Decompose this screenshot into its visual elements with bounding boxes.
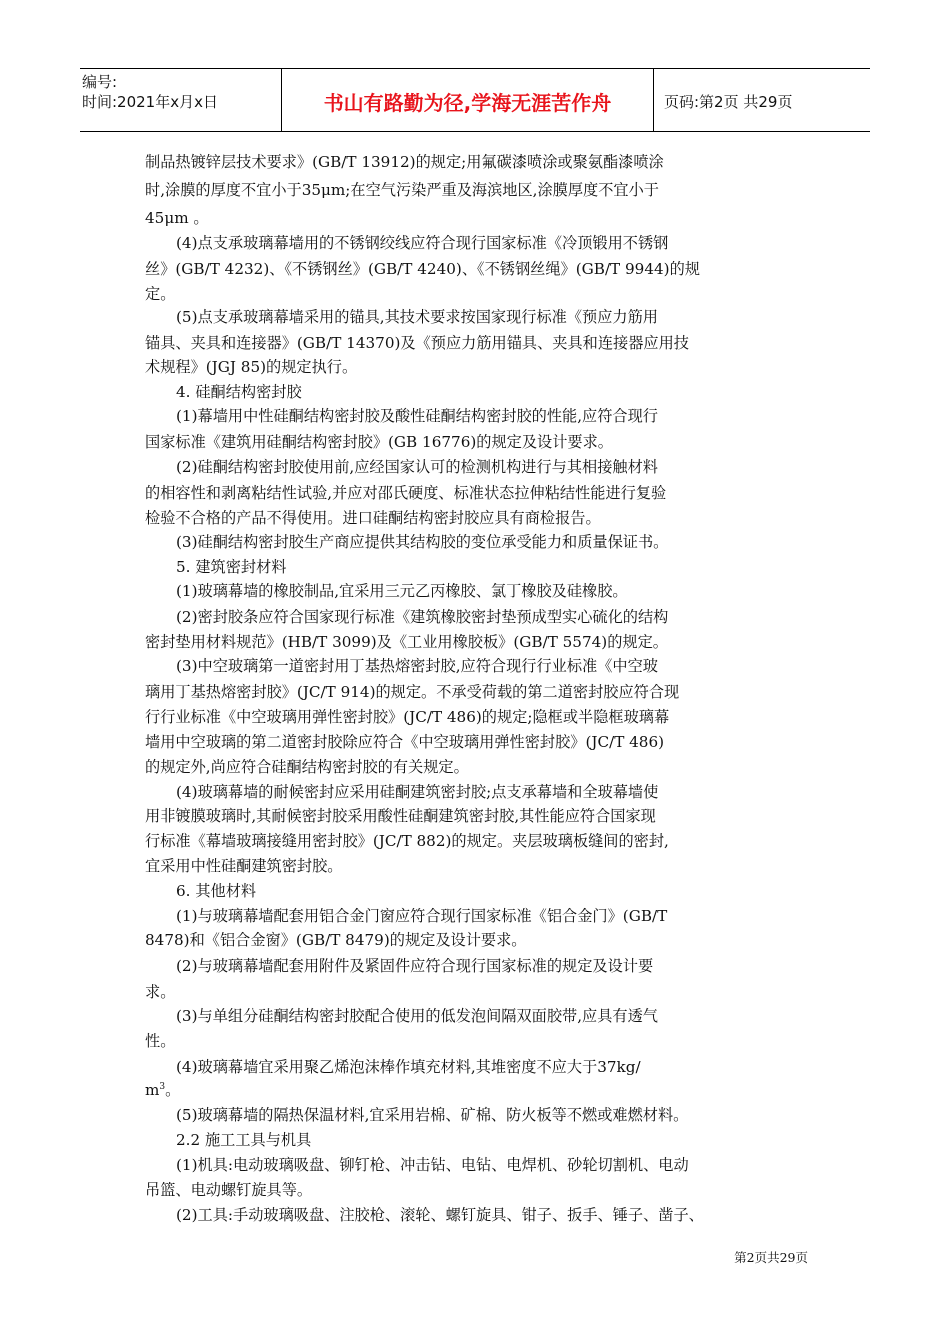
text-line: 用非镀膜玻璃时,其耐候密封胶采用酸性硅酮建筑密封胶,其性能应符合国家现: [145, 807, 656, 825]
text-line: 锚具、夹具和连接器》(GB/T 14370)及《预应力筋用锚具、夹具和连接器应用技: [145, 334, 689, 352]
text-line: 宜采用中性硅酮建筑密封胶。: [145, 857, 343, 875]
text-line: 求。: [145, 983, 176, 1001]
text-line: (1)与玻璃幕墙配套用铝合金门窗应符合现行国家标准《铝合金门》(GB/T: [176, 907, 668, 925]
text-line: 性。: [145, 1032, 176, 1050]
text-line: 密封垫用材料规范》(HB/T 3099)及《工业用橡胶板》(GB/T 5574)的规定。: [145, 633, 668, 651]
text-line: (2)密封胶条应符合国家现行标准《建筑橡胶密封垫预成型实心硫化的结构: [176, 608, 669, 626]
text-line: 时,涂膜的厚度不宜小于35μm;在空气污染严重及海滨地区,涂膜厚度不宜小于: [145, 181, 659, 199]
text-line: (5)玻璃幕墙的隔热保温材料,宜采用岩棉、矿棉、防火板等不燃或难燃材料。: [176, 1106, 689, 1124]
text-line: (2)工具:手动玻璃吸盘、注胶枪、滚轮、螺钉旋具、钳子、扳手、锤子、凿子、: [176, 1206, 704, 1224]
unit-base: m: [145, 1081, 160, 1099]
text-line: (5)点支承玻璃幕墙采用的锚具,其技术要求按国家现行标准《预应力筋用: [176, 308, 658, 326]
text-line: (4)玻璃幕墙的耐候密封应采用硅酮建筑密封胶;点支承幕墙和全玻幕墙使: [176, 783, 659, 801]
text-line: 丝》(GB/T 4232)、《不锈钢丝》(GB/T 4240)、《不锈钢丝绳》(GB/T 9944)的规: [145, 260, 700, 278]
text-line: (1)机具:电动玻璃吸盘、铆钉枪、冲击钻、电钻、电焊机、砂轮切割机、电动: [176, 1156, 689, 1174]
page-header: [80, 68, 870, 132]
text-line: (3)中空玻璃第一道密封用丁基热熔密封胶,应符合现行行业标准《中空玻: [176, 657, 658, 675]
section-heading: 4. 硅酮结构密封胶: [176, 383, 302, 401]
unit-tail: 。: [165, 1081, 181, 1099]
text-line: 45μm 。: [145, 209, 209, 227]
text-line: 国家标准《建筑用硅酮结构密封胶》(GB 16776)的规定及设计要求。: [145, 433, 613, 451]
text-line: 检验不合格的产品不得使用。进口硅酮结构密封胶应具有商检报告。: [145, 509, 601, 527]
doc-number-label: 编号:: [82, 73, 118, 91]
text-line: 行标准《幕墙玻璃接缝用密封胶》(JC/T 882)的规定。夹层玻璃板缝间的密封,: [145, 832, 669, 850]
header-motto-cell: [282, 69, 654, 131]
text-line: 吊篮、电动螺钉旋具等。: [145, 1181, 313, 1199]
text-line: 墙用中空玻璃的第二道密封胶除应符合《中空玻璃用弹性密封胶》(JC/T 486): [145, 733, 665, 751]
section-heading: 6. 其他材料: [176, 882, 257, 900]
text-line: 术规程》(JGJ 85)的规定执行。: [145, 358, 358, 376]
text-line: 制品热镀锌层技术要求》(GB/T 13912)的规定;用氟碳漆喷涂或聚氨酯漆喷涂: [145, 153, 664, 171]
text-line: 的相容性和剥离粘结性试验,并应对邵氏硬度、标准状态拉伸粘结性能进行复验: [145, 484, 667, 502]
motto-text: 书山有路勤为径,学海无涯苦作舟: [323, 91, 612, 115]
doc-time-label: 时间:2021年x月x日: [82, 93, 218, 111]
text-line: 定。: [145, 285, 176, 303]
header-page-cell: [654, 69, 870, 131]
text-line: (4)玻璃幕墙宜采用聚乙烯泡沫棒作填充材料,其堆密度不应大于37kg/: [176, 1058, 641, 1076]
text-line: (4)点支承玻璃幕墙用的不锈钢绞线应符合现行国家标准《冷顶锻用不锈钢: [176, 234, 669, 252]
unit-superscript: 3: [159, 1082, 166, 1092]
page-number-label: 页码:第2页 共29页: [664, 93, 793, 111]
text-line: (3)与单组分硅酮结构密封胶配合使用的低发泡间隔双面胶带,应具有透气: [176, 1007, 658, 1025]
text-line: (1)玻璃幕墙的橡胶制品,宜采用三元乙丙橡胶、氯丁橡胶及硅橡胶。: [176, 582, 628, 600]
page-footer: 第2页共29页: [734, 1250, 808, 1265]
section-heading: 2.2 施工工具与机具: [176, 1131, 312, 1149]
text-line: (3)硅酮结构密封胶生产商应提供其结构胶的变位承受能力和质量保证书。: [176, 533, 669, 551]
text-line: 的规定外,尚应符合硅酮结构密封胶的有关规定。: [145, 758, 469, 776]
text-line: 行行业标准《中空玻璃用弹性密封胶》(JC/T 486)的规定;隐框或半隐框玻璃幕: [145, 708, 670, 726]
text-line: (2)与玻璃幕墙配套用附件及紧固件应符合现行国家标准的规定及设计要: [176, 957, 654, 975]
text-line: 8478)和《铝合金窗》(GB/T 8479)的规定及设计要求。: [145, 931, 527, 949]
text-line: (2)硅酮结构密封胶使用前,应经国家认可的检测机构进行与其相接触材料: [176, 458, 658, 476]
text-line: [145, 1080, 180, 1100]
section-heading: 5. 建筑密封材料: [176, 558, 287, 576]
header-meta-cell: [80, 69, 282, 131]
text-line: 璃用丁基热熔密封胶》(JC/T 914)的规定。不承受荷载的第二道密封胶应符合现: [145, 683, 680, 701]
text-line: (1)幕墙用中性硅酮结构密封胶及酸性硅酮结构密封胶的性能,应符合现行: [176, 407, 658, 425]
